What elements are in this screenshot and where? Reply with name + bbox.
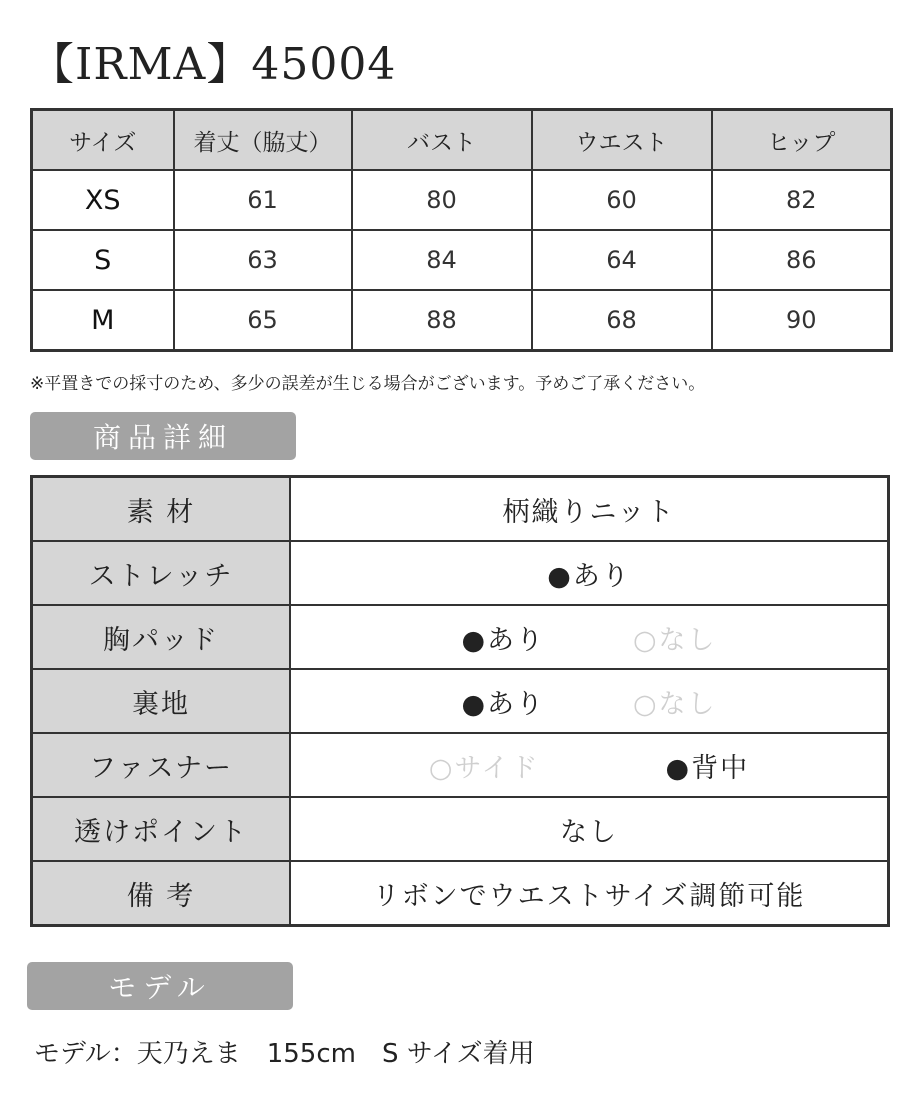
page-title: 【IRMA】45004 bbox=[30, 39, 397, 90]
measurement-note: ※平置きでの採寸のため、多少の誤差が生じる場合がございます。予めご了承ください。 bbox=[30, 374, 706, 394]
size-cell-label: S bbox=[32, 230, 174, 290]
detail-label: 胸パッド bbox=[32, 605, 291, 669]
size-cell-bust: 84 bbox=[352, 230, 532, 290]
detail-label: 備 考 bbox=[32, 861, 291, 926]
option-unselected: ○なし bbox=[633, 688, 717, 720]
size-table bbox=[30, 108, 893, 352]
detail-row-chest-pad bbox=[32, 605, 889, 669]
size-cell-hip: 82 bbox=[712, 170, 892, 230]
table-row bbox=[32, 170, 892, 230]
detail-label: 素 材 bbox=[32, 477, 291, 542]
table-row bbox=[32, 230, 892, 290]
detail-options bbox=[290, 733, 889, 797]
size-header-size: サイズ bbox=[32, 110, 174, 171]
size-cell-length: 61 bbox=[174, 170, 352, 230]
detail-row-material bbox=[32, 477, 889, 542]
size-header-waist: ウエスト bbox=[532, 110, 712, 171]
option-selected: ●あり bbox=[461, 688, 545, 720]
option-selected: ●背中 bbox=[665, 752, 750, 784]
size-header-hip: ヒップ bbox=[712, 110, 892, 171]
detail-row-remarks bbox=[32, 861, 889, 926]
detail-label: ファスナー bbox=[32, 733, 291, 797]
option-unselected: ○サイド bbox=[428, 752, 540, 784]
detail-value: ●あり bbox=[290, 541, 889, 605]
option-unselected: ○なし bbox=[633, 624, 717, 656]
size-cell-hip: 86 bbox=[712, 230, 892, 290]
detail-label: ストレッチ bbox=[32, 541, 291, 605]
detail-options bbox=[290, 669, 889, 733]
size-cell-label: M bbox=[32, 290, 174, 351]
size-header-length: 着丈（脇丈） bbox=[174, 110, 352, 171]
product-details-label: 商品詳細 bbox=[30, 412, 296, 460]
table-row bbox=[32, 290, 892, 351]
detail-row-stretch bbox=[32, 541, 889, 605]
detail-row-fastener bbox=[32, 733, 889, 797]
detail-row-see-through bbox=[32, 797, 889, 861]
size-cell-length: 63 bbox=[174, 230, 352, 290]
detail-value: なし bbox=[290, 797, 889, 861]
model-label: モデル bbox=[27, 962, 293, 1010]
detail-value: リボンでウエストサイズ調節可能 bbox=[290, 861, 889, 926]
size-cell-bust: 88 bbox=[352, 290, 532, 351]
size-cell-waist: 64 bbox=[532, 230, 712, 290]
size-cell-hip: 90 bbox=[712, 290, 892, 351]
size-table-header-row bbox=[32, 110, 892, 171]
product-details-table bbox=[30, 475, 890, 927]
size-cell-label: XS bbox=[32, 170, 174, 230]
size-cell-waist: 68 bbox=[532, 290, 712, 351]
size-cell-bust: 80 bbox=[352, 170, 532, 230]
size-cell-length: 65 bbox=[174, 290, 352, 351]
model-info: モデル：天乃えま 155cm S サイズ着用 bbox=[34, 1039, 535, 1069]
detail-row-lining bbox=[32, 669, 889, 733]
detail-options bbox=[290, 605, 889, 669]
detail-label: 透けポイント bbox=[32, 797, 291, 861]
option-selected: ●あり bbox=[461, 624, 545, 656]
size-cell-waist: 60 bbox=[532, 170, 712, 230]
detail-label: 裏地 bbox=[32, 669, 291, 733]
detail-value: 柄織りニット bbox=[290, 477, 889, 542]
size-header-bust: バスト bbox=[352, 110, 532, 171]
